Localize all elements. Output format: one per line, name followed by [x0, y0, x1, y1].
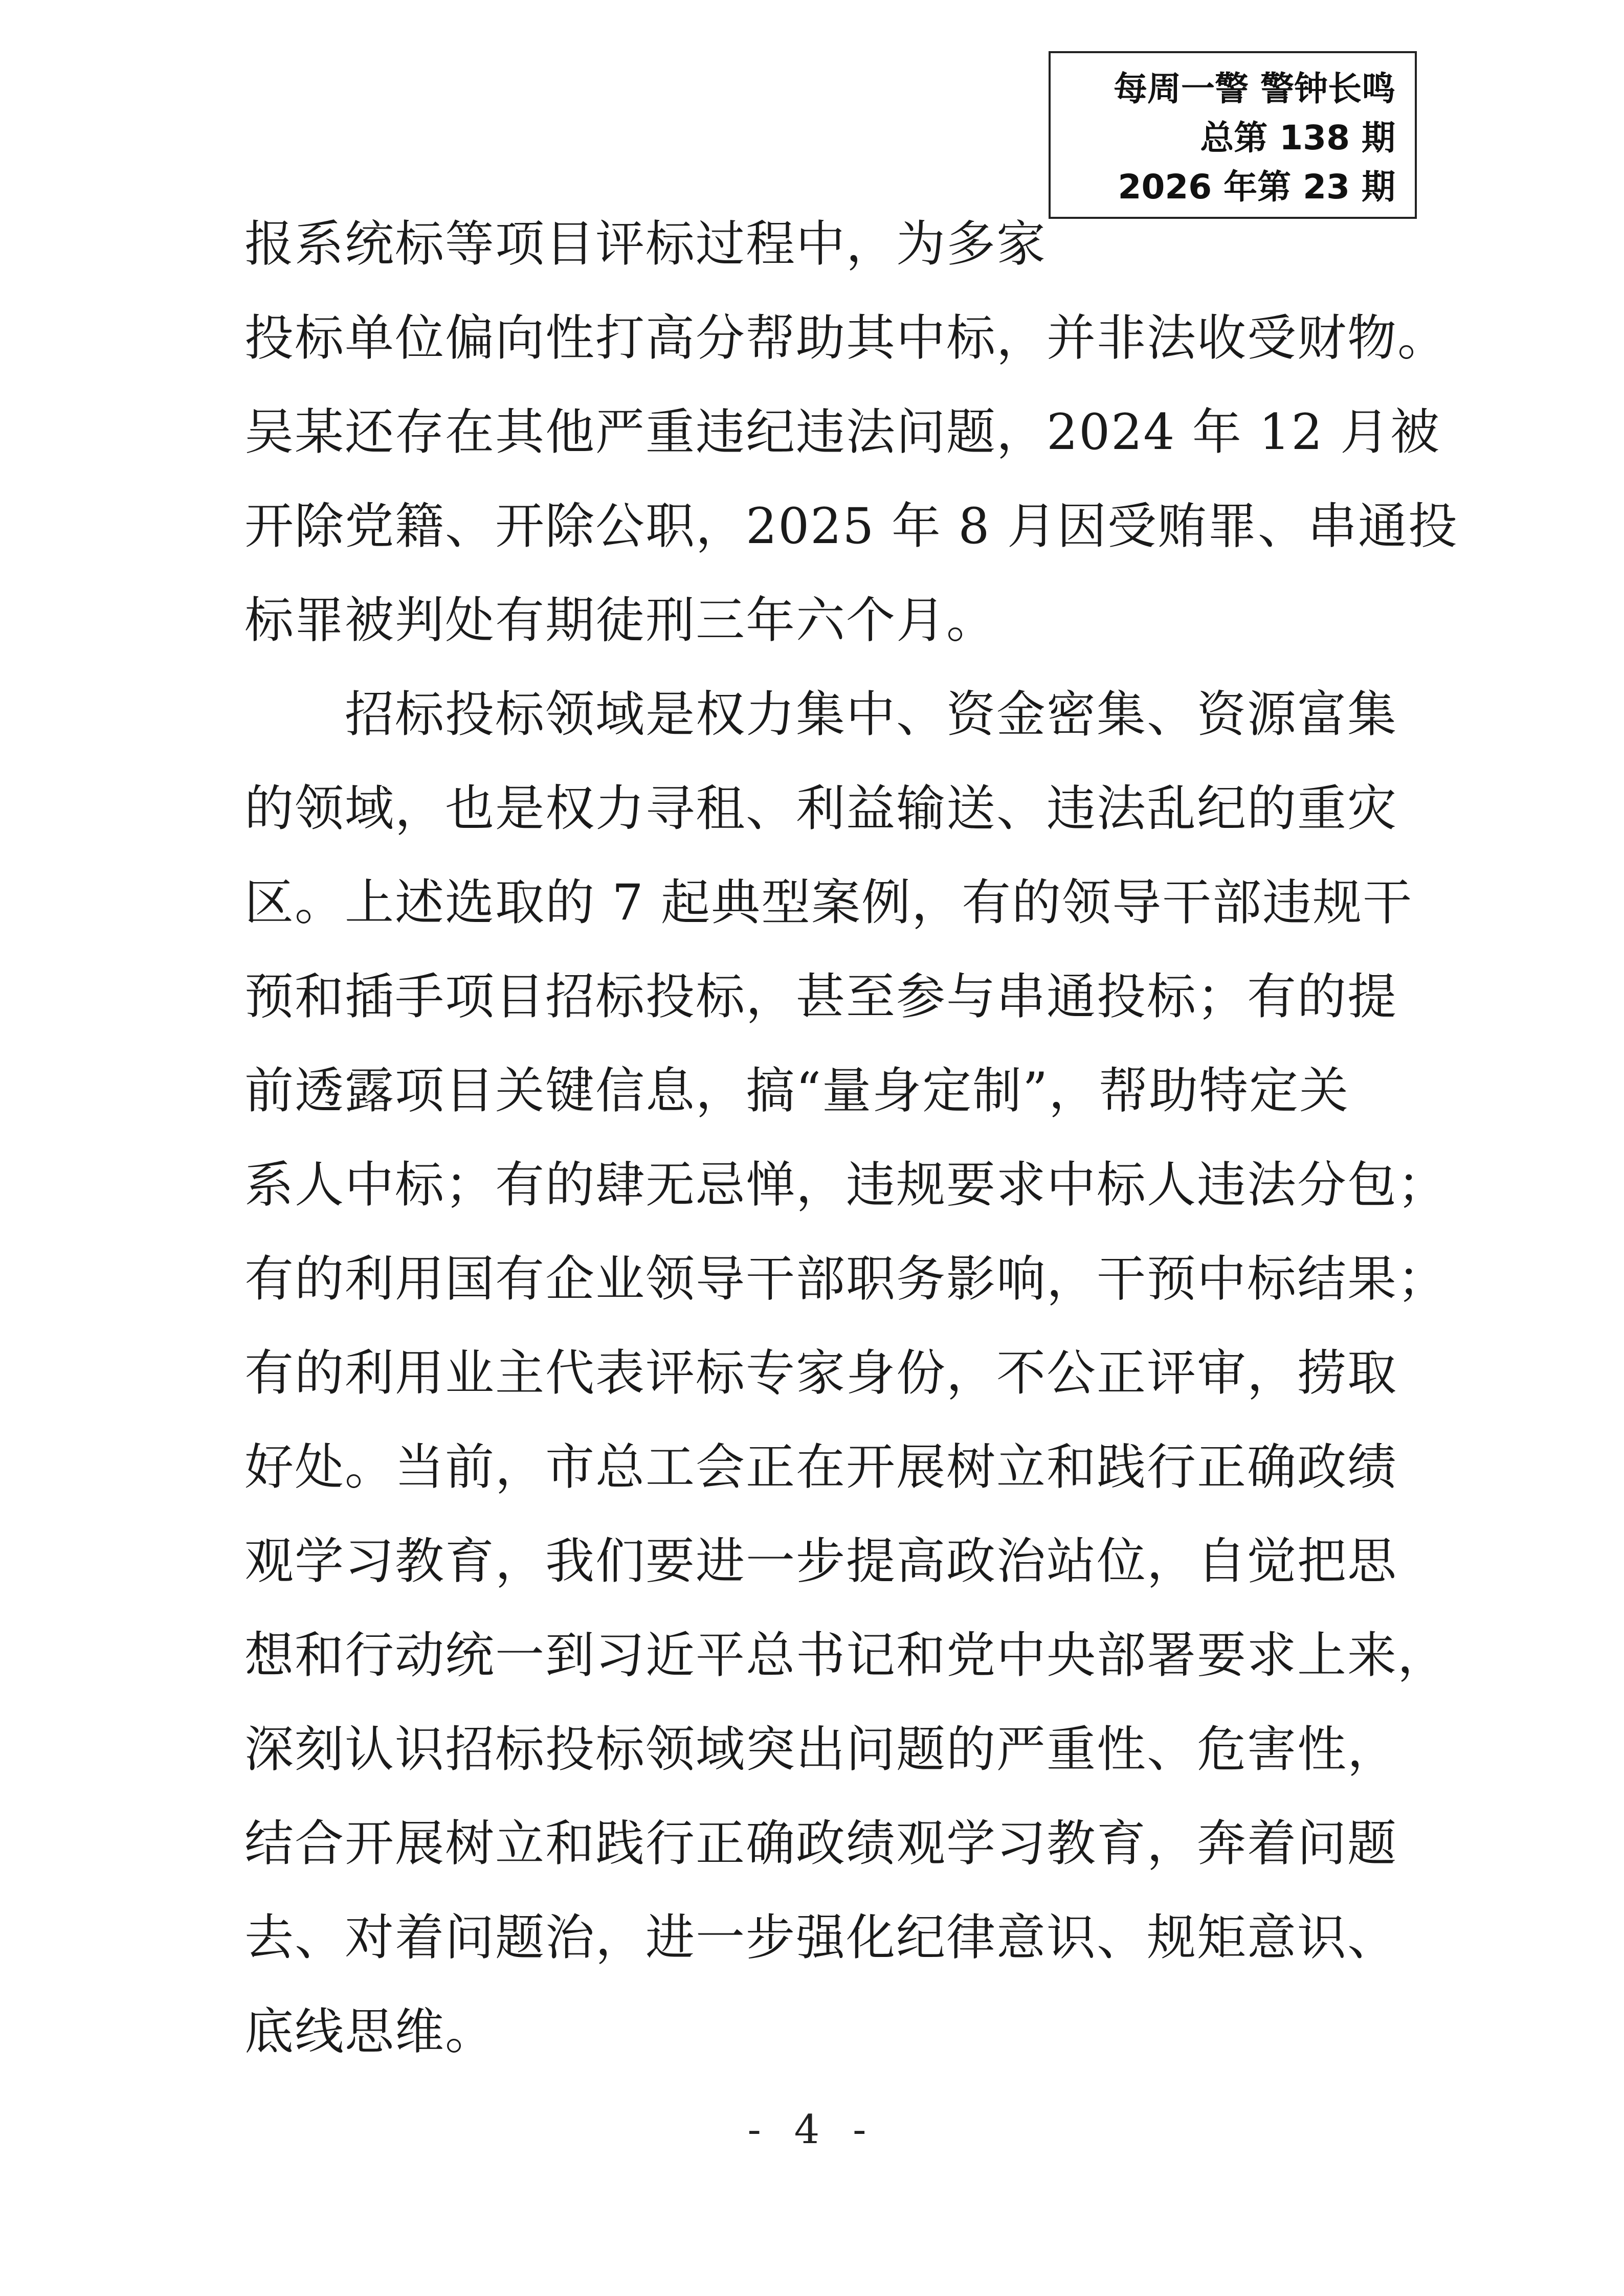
body-line: 有的利用业主代表评标专家身份，不公正评审，捞取 [244, 1344, 1397, 1402]
body-line: 有的利用国有企业领导干部职务影响，干预中标结果； [244, 1250, 1448, 1308]
column-title: 每周一警 警钟长鸣 [1114, 69, 1395, 108]
body-line: 深刻认识招标投标领域突出问题的严重性、危害性， [244, 1721, 1397, 1778]
body-line: 预和插手项目招标投标，甚至参与串通投标；有的提 [244, 968, 1397, 1025]
document-body [244, 197, 1458, 2079]
body-line: 吴某还存在其他严重违纪违法问题，2024 年 12 月被 [244, 403, 1441, 461]
body-line: 结合开展树立和践行正确政绩观学习教育，奔着问题 [244, 1815, 1397, 1872]
body-line: 报系统标等项目评标过程中，为多家 [244, 215, 1047, 273]
body-line: 标罪被判处有期徒刑三年六个月。 [244, 592, 996, 649]
year-issue-number: 2026 年第 23 期 [1118, 167, 1395, 207]
body-line: 开除党籍、开除公职，2025 年 8 月因受贿罪、串通投 [244, 498, 1458, 555]
body-line: 的领域，也是权力寻租、利益输送、违法乱纪的重灾 [244, 780, 1397, 837]
body-line: 好处。当前，市总工会正在开展树立和践行正确政绩 [244, 1438, 1397, 1496]
body-line: 底线思维。 [244, 2003, 495, 2060]
total-issue-number: 总第 138 期 [1200, 118, 1395, 157]
body-line: 观学习教育，我们要进一步提高政治站位，自觉把思 [244, 1533, 1397, 1590]
body-line: 投标单位偏向性打高分帮助其中标，并非法收受财物。 [244, 309, 1448, 367]
body-line: 想和行动统一到习近平总书记和党中央部署要求上来， [244, 1627, 1448, 1684]
page-number: - 4 - [747, 2107, 877, 2153]
body-line: 区。上述选取的 7 起典型案例，有的领导干部违规干 [244, 874, 1413, 931]
body-line: 系人中标；有的肆无忌惮，违规要求中标人违法分包； [244, 1156, 1448, 1213]
body-line: 招标投标领域是权力集中、资金密集、资源富集 [244, 686, 1397, 743]
body-line: 前透露项目关键信息，搞“量身定制”，帮助特定关 [244, 1062, 1350, 1119]
issue-info-box [1049, 51, 1417, 219]
body-line: 去、对着问题治，进一步强化纪律意识、规矩意识、 [244, 1909, 1397, 1966]
